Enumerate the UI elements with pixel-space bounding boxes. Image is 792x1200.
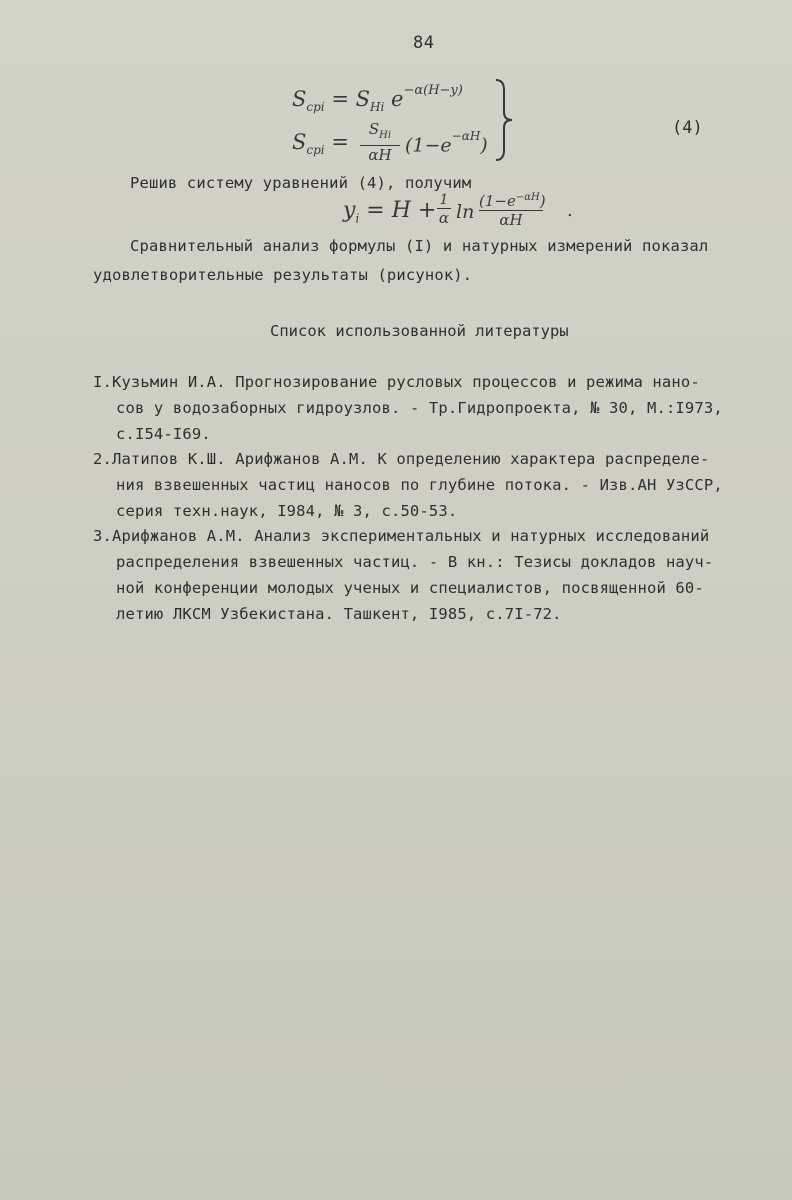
equation-label: (4) <box>672 118 703 138</box>
eq2-fraction-numerator-sub: Hi <box>379 130 392 141</box>
eq1-rhs-sub: Hi <box>370 100 385 115</box>
solution-fraction-2-exponent: −αH <box>515 192 540 203</box>
eq1-equals: = <box>331 87 349 111</box>
eq2-tail-close: ) <box>480 134 488 157</box>
eq2-tail-exponent: −αH <box>451 129 481 143</box>
right-brace-icon <box>493 78 517 162</box>
reference-line: летию ЛКСМ Узбекистана. Ташкент, I985, с.7I-72. <box>116 605 562 623</box>
eq2-equals: = <box>331 130 349 154</box>
paragraph-line-1: Сравнительный анализ формулы (I) и натурных измерений показал <box>130 237 709 255</box>
eq1-rhs-exponent: −α(H−y) <box>403 83 463 98</box>
eq1-rhs-s: S <box>355 87 371 111</box>
reference-line: серия техн.наук, I984, № 3, с.50-53. <box>116 502 458 520</box>
solution-ln: ln <box>456 201 475 223</box>
equation-1 <box>292 83 463 115</box>
solution-fraction-2 <box>479 189 546 230</box>
eq1-lhs-sub: cpi <box>306 100 325 115</box>
solution-fraction-1-denominator: α <box>438 209 450 227</box>
solution-y: y <box>343 198 356 223</box>
references-heading: Список использованной литературы <box>270 322 569 340</box>
reference-line: распределения взвешенных частиц. - В кн.: Тезисы докладов науч- <box>116 553 714 571</box>
solution-plus: + <box>417 198 437 223</box>
reference-line: 3.Арифжанов А.М. Анализ экспериментальных и натурных исследований <box>93 527 710 545</box>
solution-h: H <box>391 198 411 223</box>
solve-line: Решив систему уравнений (4), получим <box>130 174 472 192</box>
solution-fraction-2-denominator: αH <box>479 210 543 230</box>
solution-lhs <box>343 198 436 225</box>
solution-fraction-2-numerator: (1−e <box>479 192 516 210</box>
eq2-fraction-numerator: S <box>368 120 380 138</box>
page-number: 84 <box>413 33 435 53</box>
solution-fraction-1-numerator: 1 <box>439 192 449 208</box>
eq1-rhs-e: e <box>391 87 404 111</box>
solution-equals: = <box>366 198 385 223</box>
equation-2 <box>292 130 349 157</box>
eq2-fraction-denominator: αH <box>360 145 400 164</box>
solution-y-sub: i <box>355 211 360 226</box>
solution-fraction-1 <box>437 192 451 227</box>
reference-line: с.I54-I69. <box>116 425 211 443</box>
eq2-lhs: S <box>292 130 307 154</box>
reference-line: 2.Латипов К.Ш. Арифжанов А.М. К определению характера распределе- <box>93 450 710 468</box>
reference-line: ной конференции молодых ученых и специалистов, посвященной 60- <box>116 579 704 597</box>
solution-period: . <box>567 200 573 221</box>
solution-fraction-2-close: ) <box>539 192 546 210</box>
eq2-fraction <box>360 120 400 164</box>
paragraph-line-2: удовлетворительные результаты (рисунок). <box>93 266 473 284</box>
reference-line: ния взвешенных частиц наносов по глубине потока. - Изв.АН УзССР, <box>116 476 723 494</box>
eq2-lhs-sub: cpi <box>306 143 325 158</box>
eq1-lhs: S <box>292 87 307 111</box>
eq2-tail <box>405 129 488 157</box>
eq2-tail-open: (1−e <box>405 134 452 157</box>
reference-line: сов у водозаборных гидроузлов. - Тр.Гидропроекта, № 30, М.:I973, <box>116 399 723 417</box>
reference-line: I.Кузьмин И.А. Прогнозирование русловых процессов и режима нано- <box>93 373 700 391</box>
